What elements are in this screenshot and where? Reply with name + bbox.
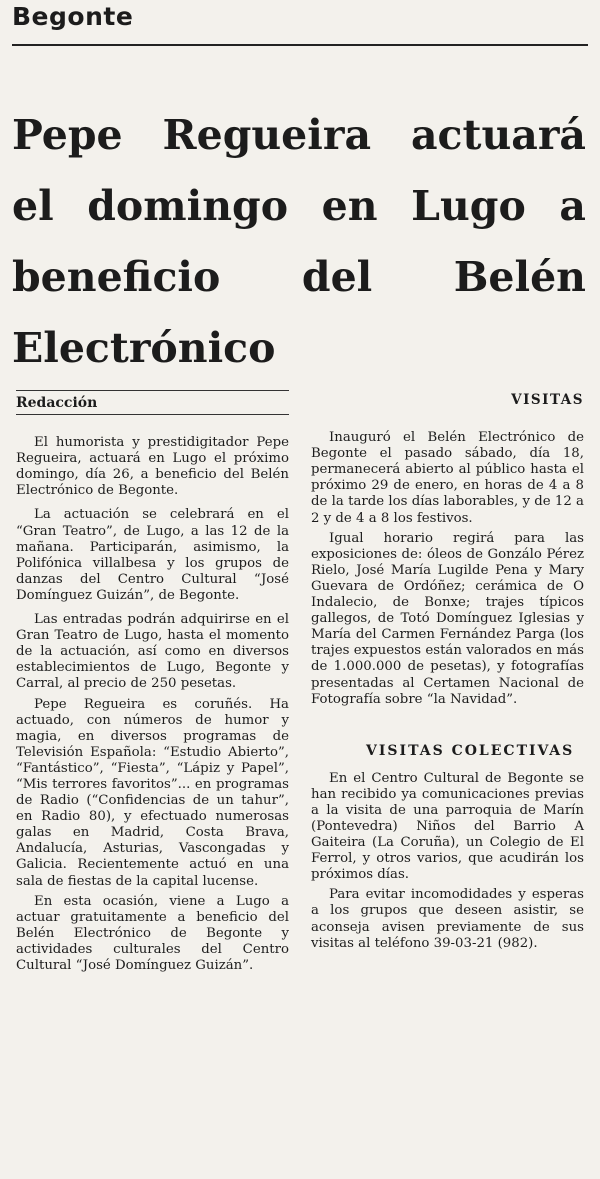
headline: Pepe Regueira actuará el domingo en Lugo a beneficio del Belén Electrónico — [12, 111, 586, 372]
visitas-colectivas-heading: VISITAS COLECTIVAS — [366, 742, 575, 759]
section-label: Begonte — [12, 2, 134, 31]
article-paragraph: Para evitar incomodidades y esperas a los grupos que deseen asistir, se aconseja avisen previamente de sus visitas al teléfono 39-03-21 (982). — [311, 887, 584, 951]
article-paragraph: Pepe Regueira es coruñés. Ha actuado, con números de humor y magia, en diversos programas de Televisión Española: “Estudio Abierto”, “Fantástico”, “Fiesta”, “Lápiz y Papel”, “Mis terrores favoritos”... en programas de Radio (“Confidencias de un tahur”, en Radio 80), y efectuado numerosas galas en Madrid, Costa Brava, Andalucía, Asturias, Vascongadas y Galicia. Recientemente actuó en una sala de fiestas de la capital lucense. — [16, 696, 289, 889]
article-paragraph: La actuación se celebrará en el “Gran Teatro”, de Lugo, a las 12 de la mañana. Participarán, asimismo, la Polifónica villalbesa y los grupos de danzas del Centro Cultural “José Domínguez Guizán”, de Begonte. — [16, 507, 289, 603]
section-rule — [12, 44, 588, 46]
article-paragraph: Inauguró el Belén Electrónico de Begonte el pasado sábado, día 18, permanecerá abierto al público hasta el próximo 29 de enero, en horas de 4 a 8 de la tarde los días laborables, y de 12 a 2 y de 4 a 8 los festivos. — [311, 430, 584, 526]
right-column — [311, 390, 584, 960]
article-paragraph: En el Centro Cultural de Begonte se han recibido ya comunicaciones previas a la visita de una parroquia de Marín (Pontevedra) Niños del Barrio A Gaiteira (La Coruña), un Colegio de El Ferrol, y otros varios, que acudirán los próximos días. — [311, 770, 584, 883]
article-paragraph: Igual horario regirá para las exposiciones de: óleos de Gonzálo Pérez Rielo, José María Lugilde Pena y Mary Guevara de Ordóñez; cerámica de O Indalecio, de Bonxe; trajes típicos gallegos, de Totó Domínguez Iglesias y María del Carmen Fernández Parga (los trajes expuestos están valorados en más de 1.000.000 de pesetas), y fotografías presentadas al Certamen Nacional de Fotografía sobre “la Navidad”. — [311, 530, 584, 707]
visitas-heading: VISITAS — [511, 392, 584, 408]
article-paragraph: En esta ocasión, viene a Lugo a actuar gratuitamente a beneficio del Belén Electrónico de Begonte y actividades culturales del Centro Cultural “José Domínguez Guizán”. — [16, 893, 289, 973]
left-column — [16, 390, 289, 982]
article-paragraph: Las entradas podrán adquirirse en el Gran Teatro de Lugo, hasta el momento de la actuación, así como en diversos establecimientos de Lugo, Begonte y Carral, al precio de 250 pesetas. — [16, 612, 289, 692]
byline: Redacción — [16, 390, 289, 415]
article-paragraph: El humorista y prestidigitador Pepe Regueira, actuará en Lugo el próximo domingo, día 26, a beneficio del Belén Electrónico de Begonte. — [16, 435, 289, 499]
